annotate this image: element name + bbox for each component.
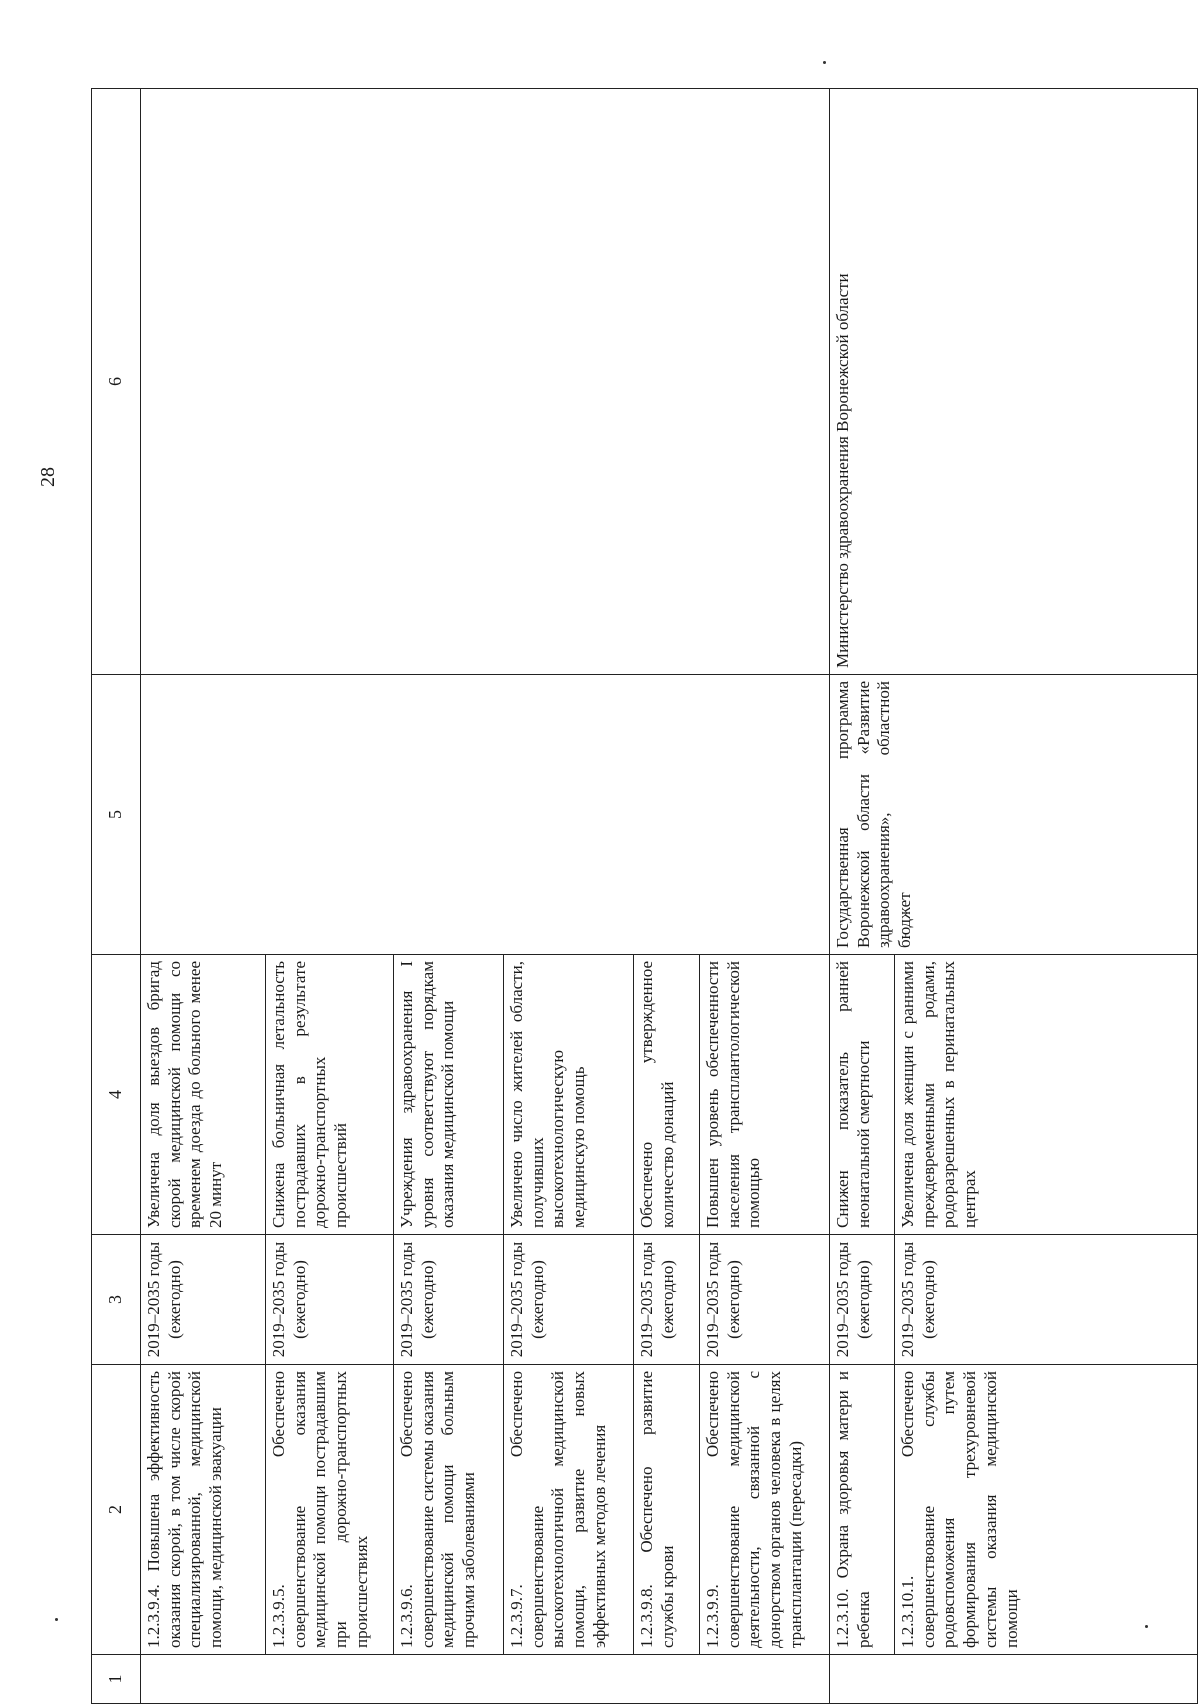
scan-speck [55, 1618, 58, 1621]
result-cell: Учреждения здравоохранения I уровня соответствуют порядкам оказания медицинской помощи [394, 955, 504, 1235]
row-number-cell [830, 1655, 1198, 1704]
period-cell: 2019–2035 годы (ежегодно) [266, 1235, 394, 1365]
period-cell: 2019–2035 годы (ежегодно) [141, 1235, 266, 1365]
row-number-cell [141, 1655, 830, 1704]
table-row [830, 89, 895, 1704]
page-number: 28 [37, 467, 59, 487]
header-col-3: 3 [92, 1235, 141, 1365]
result-cell: Повышен уровень обеспеченности населения трансплантологической помощью [700, 955, 830, 1235]
program-cell: Государственная программа Воронежской области «Развитие здравоохранения», областной бюджет [830, 675, 1198, 955]
rotated-table-frame [91, 89, 1198, 1704]
result-cell: Увеличена доля выездов бригад скорой медицинской помощи со временем доезда до больного менее 20 минут [141, 955, 266, 1235]
measures-table [91, 88, 1198, 1704]
period-cell: 2019–2035 годы (ежегодно) [634, 1235, 700, 1365]
header-col-4: 4 [92, 955, 141, 1235]
period-cell: 2019–2035 годы (ежегодно) [700, 1235, 830, 1365]
result-cell: Увеличено число жителей области, получивших высокотехнологическую медицинскую помощь [504, 955, 634, 1235]
table-row [141, 89, 266, 1704]
result-cell: Снижена больничная летальность пострадавших в результате дорожно-транспортных происшествий [266, 955, 394, 1235]
result-cell: Обеспечено утвержденное количество донаций [634, 955, 700, 1235]
period-cell: 2019–2035 годы (ежегодно) [504, 1235, 634, 1365]
measure-cell: 1.2.3.10.1. Обеспечено совершенствование службы родовспоможения путем формирования трехуровневой системы оказания медицинской помощи [895, 1365, 1198, 1655]
header-col-6: 6 [92, 89, 141, 675]
header-col-1: 1 [92, 1655, 141, 1704]
measure-cell: 1.2.3.9.4. Повышена эффективность оказания скорой, в том числе скорой специализированной, медицинской помощи, медицинской эвакуации [141, 1365, 266, 1655]
result-cell: Увеличена доля женщин с ранними преждевременными родами, родоразрешенных в перинатальных центрах [895, 955, 1198, 1235]
period-cell: 2019–2035 годы (ежегодно) [895, 1235, 1198, 1365]
period-cell: 2019–2035 годы (ежегодно) [394, 1235, 504, 1365]
measure-cell: 1.2.3.10. Охрана здоровья матери и ребенка [830, 1365, 895, 1655]
measure-cell: 1.2.3.9.6. Обеспечено совершенствование системы оказания медицинской помощи больным прочими заболеваниями [394, 1365, 504, 1655]
measure-cell: 1.2.3.9.7. Обеспечено совершенствование высокотехнологичной медицинской помощи, развитие новых эффективных методов лечения [504, 1365, 634, 1655]
header-col-2: 2 [92, 1365, 141, 1655]
program-cell [141, 675, 830, 955]
header-row [92, 89, 141, 1704]
table-container [91, 89, 1200, 1706]
result-cell: Снижен показатель ранней неонатальной смертности [830, 955, 895, 1235]
measure-cell: 1.2.3.9.5. Обеспечено совершенствование оказания медицинской помощи пострадавшим при дорожно-транспортных происшествиях [266, 1365, 394, 1655]
scan-speck [823, 61, 826, 64]
header-col-5: 5 [92, 675, 141, 955]
measure-cell: 1.2.3.9.9. Обеспечено совершенствование медицинской деятельности, связанной с донорством органов человека в целях трансплантации (пересадки) [700, 1365, 830, 1655]
period-cell: 2019–2035 годы (ежегодно) [830, 1235, 895, 1365]
measure-cell: 1.2.3.9.8. Обеспечено развитие службы крови [634, 1365, 700, 1655]
executor-cell: Министерство здравоохранения Воронежской области [830, 89, 1198, 675]
executor-cell [141, 89, 830, 675]
